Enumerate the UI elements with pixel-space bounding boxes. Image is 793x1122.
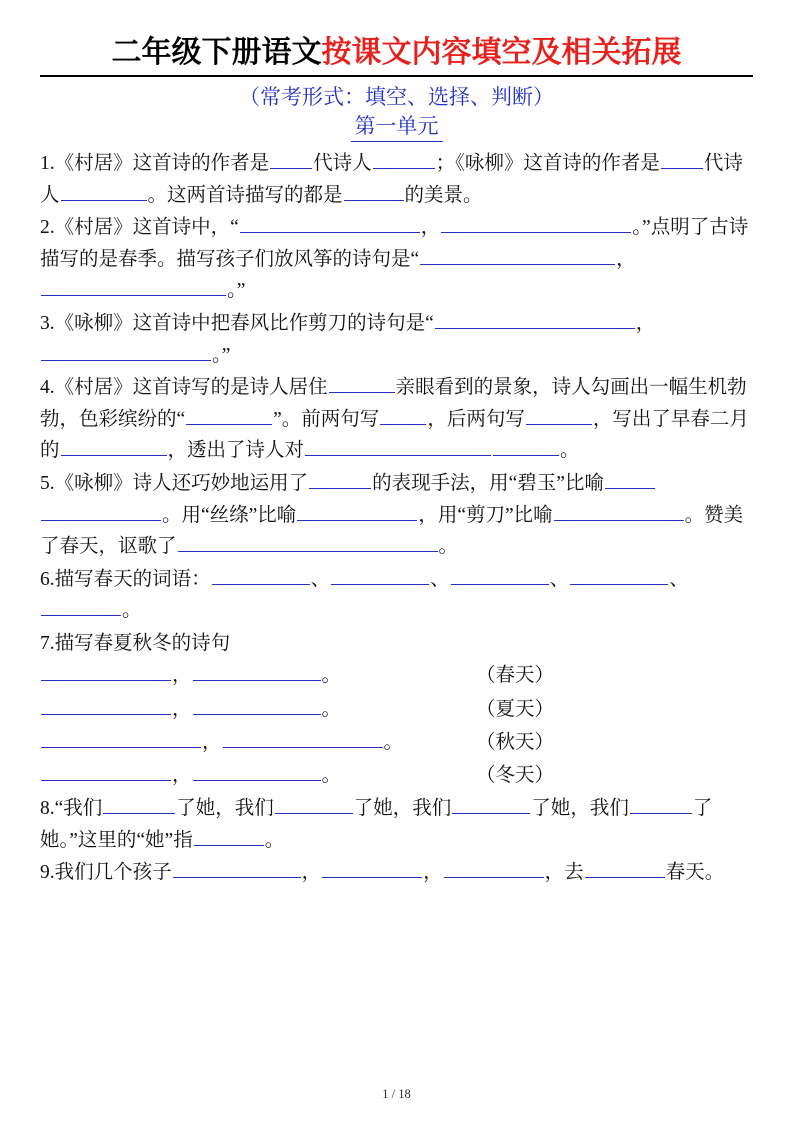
- answer-blank[interactable]: [297, 501, 417, 521]
- answer-blank[interactable]: [178, 533, 438, 553]
- page-number: 1 / 18: [382, 1087, 411, 1101]
- answer-blank[interactable]: [270, 150, 312, 170]
- question-text: 、: [430, 568, 450, 590]
- answer-blank[interactable]: [554, 501, 684, 521]
- answer-blank[interactable]: [605, 469, 655, 489]
- season-label: （夏天）: [476, 698, 555, 720]
- answer-blank[interactable]: [193, 662, 321, 682]
- exercise-item: [40, 308, 753, 371]
- answer-blank[interactable]: [41, 597, 121, 617]
- answer-blank[interactable]: [630, 795, 692, 815]
- answer-blank[interactable]: [444, 859, 544, 879]
- question-text: 2.《村居》这首诗中，“: [40, 217, 239, 239]
- question-text: 。: [122, 600, 142, 622]
- answer-blank[interactable]: [373, 150, 435, 170]
- question-text: 。赞美了春天，讴歌了: [40, 504, 744, 558]
- title-part-red: 按课文内容填空及相关拓展: [321, 36, 682, 69]
- answer-blank[interactable]: [41, 761, 171, 781]
- answer-blank[interactable]: [212, 565, 310, 585]
- answer-blank[interactable]: [329, 374, 395, 394]
- question-text: ，用“剪刀”比喻: [418, 504, 553, 526]
- answer-blank[interactable]: [526, 405, 592, 425]
- answer-blank[interactable]: [305, 437, 491, 457]
- question-text: ，: [616, 248, 636, 270]
- answer-blank[interactable]: [41, 728, 201, 748]
- question-text: 3.《咏柳》这首诗中把春风比作剪刀的诗句是“: [40, 313, 434, 335]
- question-text: ，: [172, 665, 192, 687]
- question-text: ，: [301, 862, 322, 884]
- question-text: 5.《咏柳》诗人还巧妙地运用了: [40, 472, 309, 494]
- question-text: 代诗人: [40, 153, 743, 206]
- question-text: 。: [321, 764, 342, 786]
- question-text: 。”: [212, 344, 231, 366]
- answer-blank[interactable]: [186, 405, 272, 425]
- answer-blank[interactable]: [451, 565, 549, 585]
- poem-blanks: [40, 694, 470, 725]
- question-text: 的美景。: [404, 184, 483, 206]
- answer-blank[interactable]: [585, 859, 665, 879]
- question-text: 亲眼看到的景象，诗人勾画出一幅生机勃勃，色彩缤纷的“: [40, 377, 747, 430]
- answer-blank[interactable]: [275, 795, 353, 815]
- poem-blanks: [40, 660, 470, 691]
- answer-blank[interactable]: [493, 437, 559, 457]
- answer-blank[interactable]: [452, 795, 530, 815]
- document-title-block: [40, 34, 753, 77]
- question-text: 了她。”这里的“她”指: [40, 798, 713, 851]
- answer-blank[interactable]: [41, 662, 171, 682]
- question-text: 。”: [227, 280, 246, 302]
- poem-row: [40, 660, 753, 691]
- question-text: ；《咏柳》这首诗的作者是: [435, 153, 660, 175]
- poem-blanks: [40, 760, 470, 791]
- question-text: 。: [383, 731, 404, 753]
- answer-blank[interactable]: [41, 695, 171, 715]
- poem-row: [40, 760, 753, 791]
- season-label: （秋天）: [476, 731, 555, 753]
- answer-blank[interactable]: [41, 341, 211, 361]
- answer-blank[interactable]: [103, 795, 175, 815]
- answer-blank[interactable]: [420, 245, 615, 265]
- poem-blanks: [40, 727, 470, 758]
- question-text: 。: [321, 665, 342, 687]
- answer-blank[interactable]: [435, 310, 635, 330]
- answer-blank[interactable]: [309, 469, 371, 489]
- question-text: 6.描写春天的词语：: [40, 568, 211, 590]
- answer-blank[interactable]: [193, 761, 321, 781]
- season-label: （春天）: [476, 665, 555, 687]
- question-text: ，: [172, 698, 192, 720]
- question-text: 。用“丝绦”比喻: [162, 504, 297, 526]
- question-text: 。: [264, 829, 285, 851]
- question-text: 、: [549, 568, 570, 590]
- question-text: ”。前两句写: [273, 408, 380, 430]
- page-title: [40, 34, 753, 72]
- question-text: 的表现手法，用“碧玉”比喻: [372, 472, 604, 494]
- exercise-item-title: 7.描写春夏秋冬的诗句: [40, 632, 231, 654]
- question-text: 。: [321, 698, 342, 720]
- answer-blank[interactable]: [41, 277, 226, 297]
- exercise-item: [40, 468, 753, 563]
- answer-blank[interactable]: [240, 214, 420, 234]
- question-text: ，: [423, 862, 443, 884]
- question-text: 、: [669, 568, 689, 590]
- poem-row: [40, 694, 753, 725]
- question-text: 8.“我们: [40, 798, 103, 820]
- question-text: 了她，我们: [531, 798, 629, 820]
- question-text: ，去: [544, 862, 584, 884]
- unit-heading: 第一单元: [351, 113, 443, 142]
- question-text: ，透出了诗人对: [167, 440, 305, 462]
- question-text: 。”点明了古诗描写的是春季。描写孩子们放风筝的诗句是“: [40, 217, 749, 270]
- exercise-item: [40, 564, 753, 627]
- answer-blank[interactable]: [570, 565, 668, 585]
- answer-blank[interactable]: [344, 181, 404, 201]
- exercise-item: [40, 857, 753, 889]
- answer-blank[interactable]: [223, 728, 383, 748]
- answer-blank[interactable]: [41, 501, 161, 521]
- question-text: 。: [438, 536, 459, 558]
- subtitle: （常考形式：填空、选择、判断）: [239, 84, 554, 109]
- question-text: ，后两句写: [427, 408, 525, 430]
- answer-blank[interactable]: [322, 859, 422, 879]
- answer-blank[interactable]: [61, 181, 147, 201]
- question-text: 了她，我们: [176, 798, 274, 820]
- question-text: 春天。: [665, 862, 725, 884]
- question-text: 。: [560, 440, 580, 462]
- answer-blank[interactable]: [380, 405, 426, 425]
- question-text: ，: [172, 764, 192, 786]
- poem-row: [40, 727, 753, 758]
- season-label: （冬天）: [476, 764, 555, 786]
- title-part-black: 二年级下册语文: [111, 36, 322, 69]
- answer-blank[interactable]: [441, 214, 631, 234]
- question-text: ，写出了早春二月的: [40, 408, 749, 462]
- question-text: 1.《村居》这首诗的作者是: [40, 153, 270, 175]
- unit-heading-row: [40, 113, 753, 142]
- answer-blank[interactable]: [331, 565, 429, 585]
- question-text: 。这两首诗描写的都是: [147, 184, 343, 206]
- exercise-item: [40, 793, 753, 856]
- answer-blank[interactable]: [173, 859, 301, 879]
- question-text: 9.我们几个孩子: [40, 862, 172, 884]
- question-text: ，: [420, 217, 441, 239]
- question-text: ，: [202, 731, 222, 753]
- question-text: ，: [635, 313, 656, 335]
- question-text: 4.《村居》这首诗写的是诗人居住: [40, 377, 328, 399]
- answer-blank[interactable]: [194, 826, 264, 846]
- answer-blank[interactable]: [61, 437, 167, 457]
- exercise-item: [40, 148, 753, 211]
- exercise-item: [40, 212, 753, 307]
- question-text: 、: [310, 568, 331, 590]
- question-text: 了她，我们: [353, 798, 452, 820]
- question-text: 代诗人: [313, 153, 372, 175]
- exercise-list: [40, 148, 753, 889]
- answer-blank[interactable]: [661, 150, 703, 170]
- page-footer: [0, 1087, 793, 1102]
- exercise-item: [40, 372, 753, 467]
- answer-blank[interactable]: [193, 695, 321, 715]
